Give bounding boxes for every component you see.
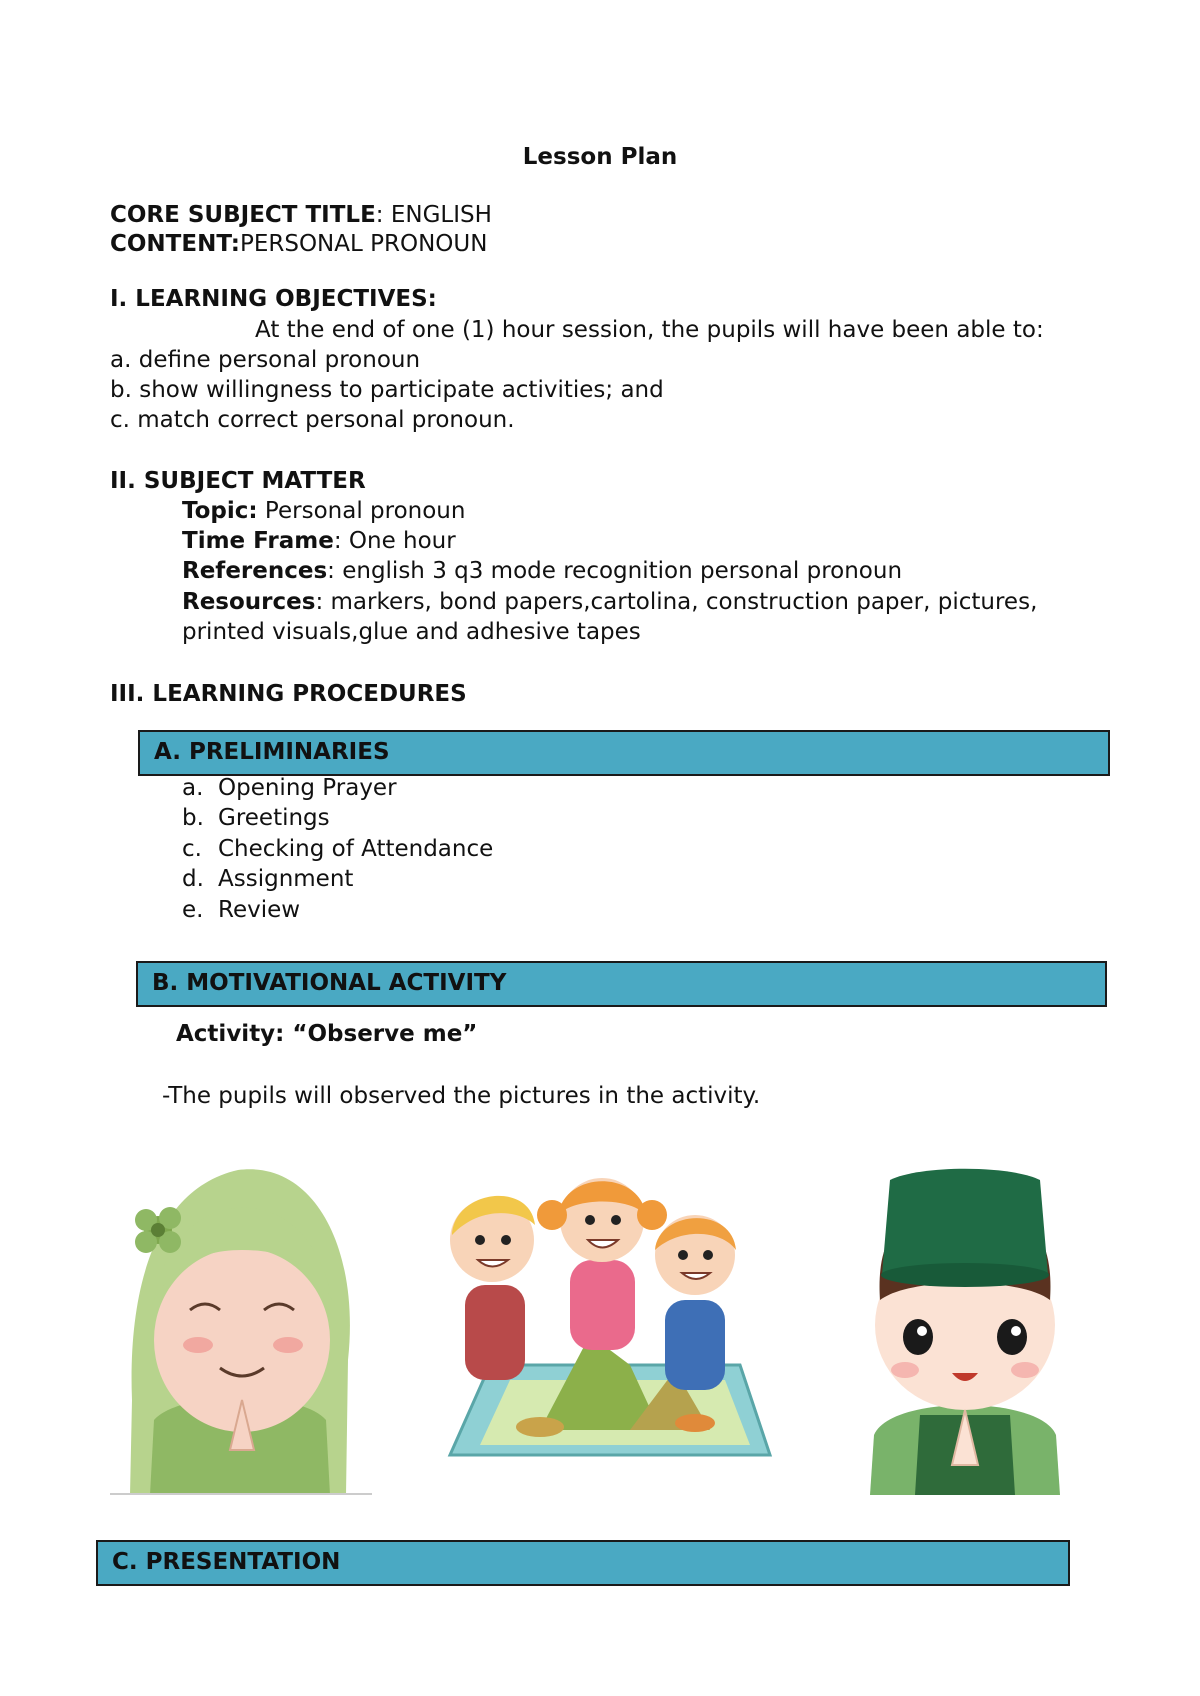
references-line <box>182 556 902 586</box>
activity-title: Activity: “Observe me” <box>176 1021 478 1047</box>
boy-with-cap-illustration <box>860 1165 1070 1495</box>
objective-item: a. define personal pronoun <box>110 347 421 373</box>
list-item: c. Checking of Attendance <box>182 836 494 862</box>
content-value: PERSONAL PRONOUN <box>239 231 488 257</box>
resources-label: Resources <box>182 589 316 615</box>
procedures-heading: III. LEARNING PROCEDURES <box>110 681 467 707</box>
motivational-band: B. MOTIVATIONAL ACTIVITY <box>136 961 1107 1007</box>
objective-item: b. show willingness to participate activities; and <box>110 377 664 403</box>
resources-line <box>182 587 1037 617</box>
list-item: a. Opening Prayer <box>182 775 397 801</box>
children-activity-illustration <box>440 1165 780 1465</box>
topic-value: Personal pronoun <box>257 498 466 524</box>
objectives-heading: I. LEARNING OBJECTIVES: <box>110 286 437 312</box>
time-frame-value: : One hour <box>333 528 456 554</box>
content-label: CONTENT: <box>110 231 240 257</box>
subject-matter-heading: II. SUBJECT MATTER <box>110 468 366 494</box>
references-label: References <box>182 558 328 584</box>
hijab-girl-illustration <box>110 1150 372 1495</box>
list-item: e. Review <box>182 897 301 923</box>
list-item: b. Greetings <box>182 805 330 831</box>
core-subject-value: : ENGLISH <box>375 202 492 228</box>
objective-item: c. match correct personal pronoun. <box>110 407 515 433</box>
core-subject-line <box>110 200 492 230</box>
activity-instruction: -The pupils will observed the pictures in the activity. <box>162 1083 761 1109</box>
topic-label: Topic: <box>182 498 258 524</box>
references-value: : english 3 q3 mode recognition personal pronoun <box>327 558 903 584</box>
time-frame-label: Time Frame <box>182 528 334 554</box>
core-subject-label: CORE SUBJECT TITLE <box>110 202 376 228</box>
objectives-intro: At the end of one (1) hour session, the pupils will have been able to: <box>255 317 1044 343</box>
topic-line <box>182 496 465 526</box>
page-title: Lesson Plan <box>522 144 678 170</box>
content-line <box>110 229 487 259</box>
preliminaries-band: A. PRELIMINARIES <box>138 730 1110 776</box>
list-item: d. Assignment <box>182 866 354 892</box>
resources-value: : markers, bond papers,cartolina, construction paper, pictures, <box>315 589 1038 615</box>
resources-line-2: printed visuals,glue and adhesive tapes <box>182 619 641 645</box>
time-frame-line <box>182 526 456 556</box>
presentation-band: C. PRESENTATION <box>96 1540 1070 1586</box>
